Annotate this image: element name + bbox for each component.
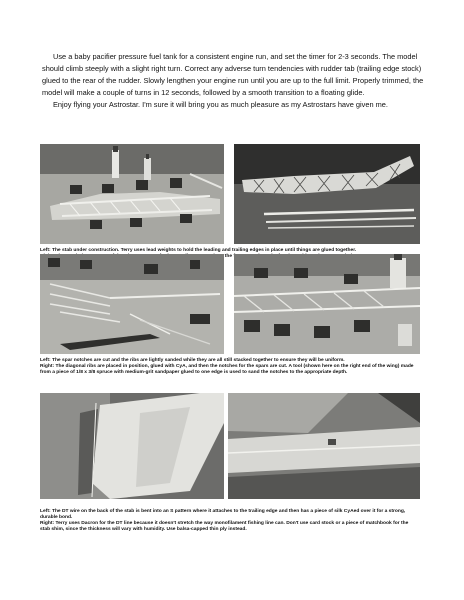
caption-row-3 (40, 509, 419, 533)
intro-text (42, 51, 427, 111)
caption-row-2 (40, 358, 419, 376)
caption-row-2-right: Right: The diagonal ribs are placed in position, glued with CyA, and then the notches for the spars are cut. A tool (shown here on the right end of the wing) made from a piece of 1/8 x 3/8 spruce with medium-grit sandpaper glued to one edge is used to sand the notches to the appropriate depth. (40, 364, 414, 376)
photo-diagonal-ribs (234, 254, 420, 354)
caption-row-1-right: the (224, 254, 233, 260)
caption-row-3-right: Right: Terry uses Dacron for the DT line because it doesn't stretch the way monofilament fishing line can. Don't use card stock or a piece of matchbook for the stab shim, since the thickness will vary with humidity. Use balsa-capped thin ply instead. (40, 521, 409, 533)
photo-dacron-dt-line (228, 393, 420, 499)
photo-spar-notches (40, 254, 224, 354)
photo-geodetic-wing (234, 144, 420, 244)
caption-row-3-left: Left: The DT wire on the back of the stab is bent into an S pattern where it attaches to the trailing edge and then has a piece of silk CyAed over it for a strong, durable bond. (40, 509, 406, 521)
photo-dt-wire (40, 393, 224, 499)
caption-row-1-left: Left: The stab under construction. Terry uses lead weights to hold the leading and trailing edges in place until things are glued together. (40, 248, 357, 253)
caption-row-2-left: Left: The spar notches are cut and the ribs are lightly sanded while they are all still stacked together to ensure they will be uniform. (40, 358, 345, 363)
intro-paragraph-2: Enjoy flying your Astrostar. I'm sure it will bring you as much pleasure as my Astrostars have given me. (53, 100, 388, 109)
photo-stab-construction (40, 144, 224, 244)
intro-paragraph-1: Use a baby pacifier pressure fuel tank for a consistent engine run, and set the timer for 2-3 seconds. The model should climb steeply with a slight right turn. Correct any adverse turn tendencies with rudder tab (trailing edge stock) glued to the rear of the rudder. Slowly lengthen your engine run until you are up to the full limit. Properly trimmed, the model will make a couple of turns in 12 seconds, followed by a smooth transition to a floating glide. (42, 52, 424, 97)
